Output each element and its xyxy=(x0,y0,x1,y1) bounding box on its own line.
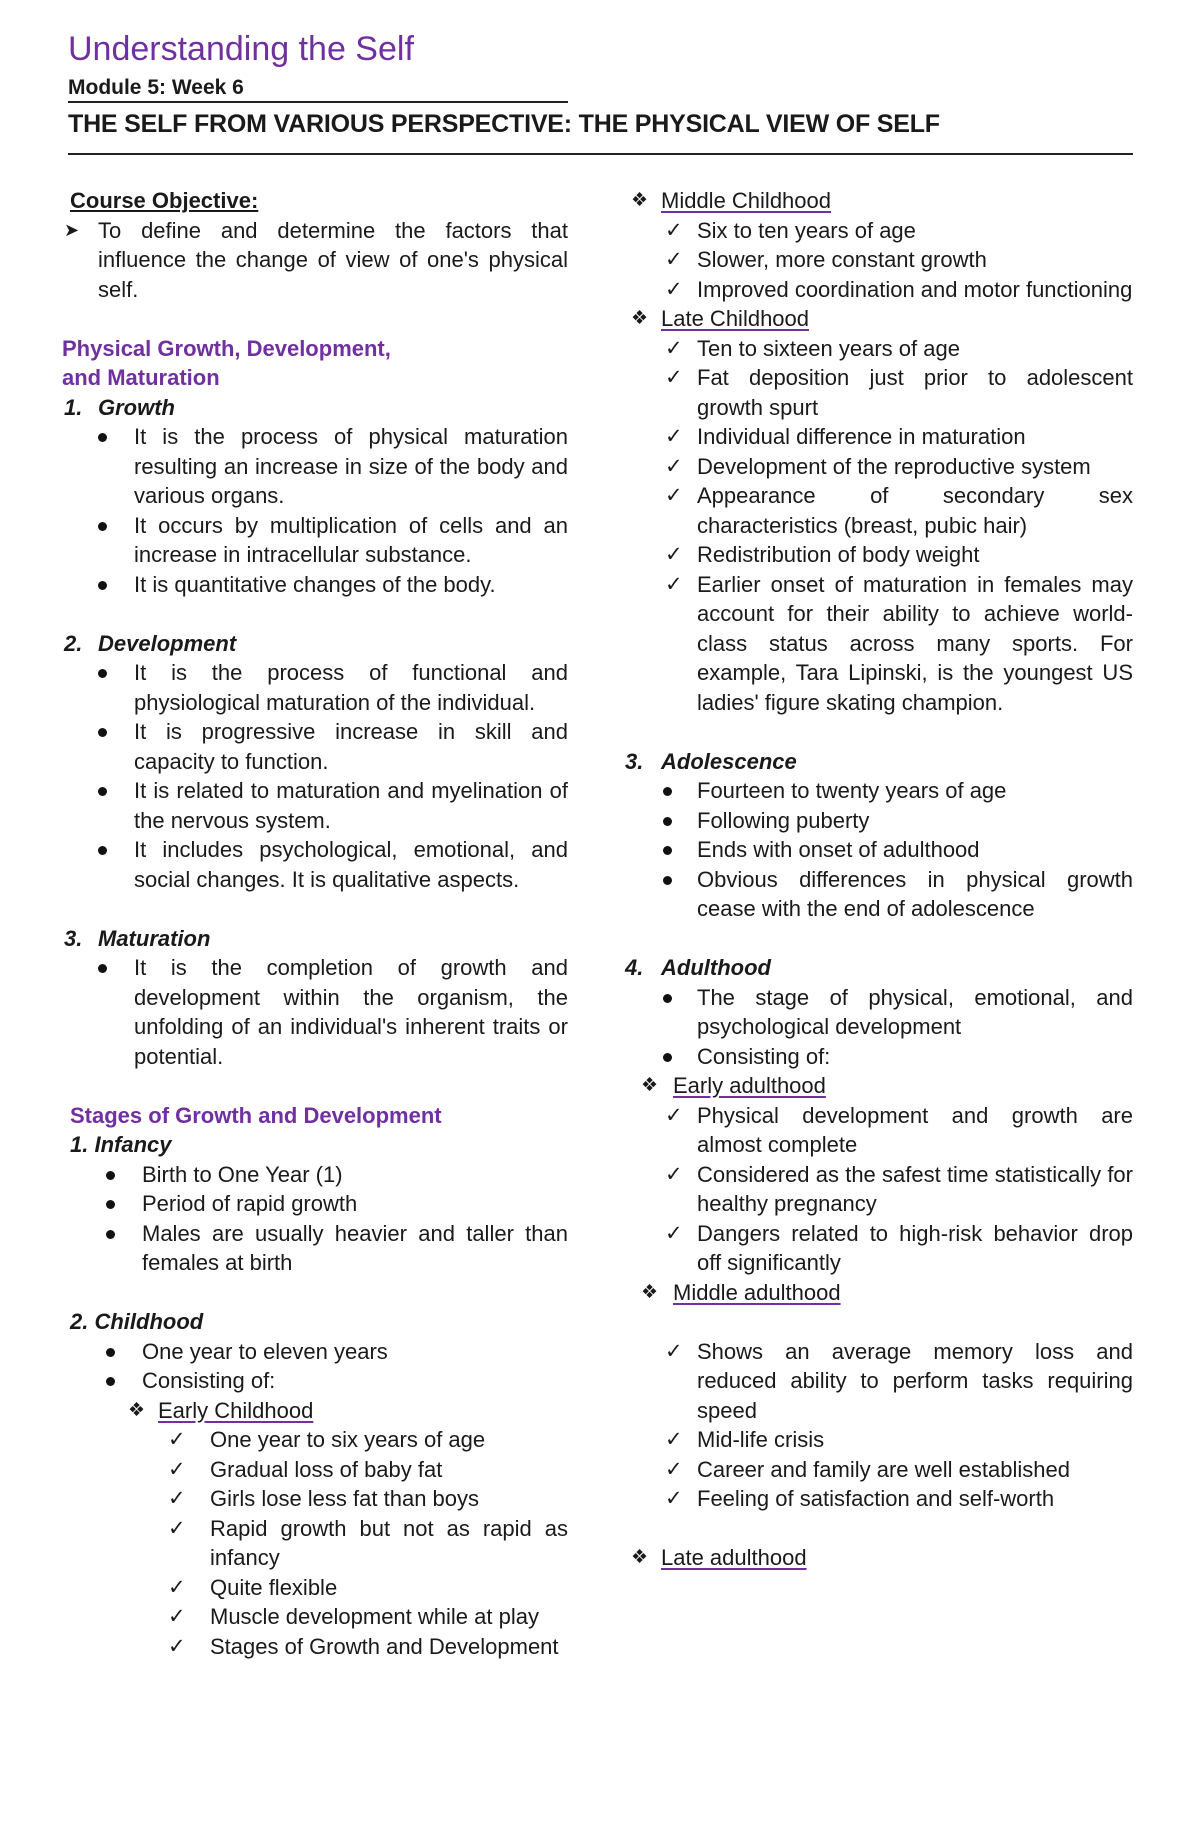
bullet-icon xyxy=(98,728,107,737)
check-icon: ✓ xyxy=(665,484,683,507)
check-item: ✓ Development of the reproductive system xyxy=(625,452,1133,482)
check-item: ✓ Improved coordination and motor functioning xyxy=(625,275,1133,305)
check-icon: ✓ xyxy=(665,277,683,301)
bullet-icon xyxy=(106,1200,115,1209)
bullet-icon xyxy=(98,787,107,796)
development-heading: 2. Development xyxy=(64,630,237,656)
list-item: Following puberty xyxy=(625,806,1133,836)
list-item: It occurs by multiplication of cells and an increase in intracellular substance. xyxy=(62,511,568,570)
list-item: Males are usually heavier and taller than females at birth xyxy=(62,1219,568,1278)
subheading-late-adulthood: ❖ Late adulthood xyxy=(625,1543,1133,1573)
right-column xyxy=(625,186,1133,1573)
check-item: ✓ Muscle development while at play xyxy=(62,1602,568,1632)
check-icon: ✓ xyxy=(168,1428,186,1451)
bullet-icon xyxy=(98,581,107,590)
maturation-heading: 3. Maturation xyxy=(64,925,211,951)
check-icon: ✓ xyxy=(168,1605,186,1628)
list-item: Consisting of: xyxy=(625,1042,1133,1072)
bullet-icon xyxy=(663,817,672,826)
check-icon: ✓ xyxy=(665,1428,683,1451)
arrow-bullet-icon: ➤ xyxy=(64,219,80,240)
check-icon: ✓ xyxy=(665,454,683,478)
check-icon: ✓ xyxy=(168,1457,186,1481)
list-item: Fourteen to twenty years of age xyxy=(625,776,1133,806)
check-item: ✓ Slower, more constant growth xyxy=(625,245,1133,275)
check-item: ✓ Stages of Growth and Development xyxy=(62,1632,568,1662)
check-icon: ✓ xyxy=(665,336,683,360)
bullet-icon xyxy=(106,1230,115,1239)
list-item: It is quantitative changes of the body. xyxy=(62,570,568,600)
diamond-bullet-icon: ❖ xyxy=(631,1547,649,1568)
diamond-bullet-icon: ❖ xyxy=(631,190,649,211)
check-item: ✓ Gradual loss of baby fat xyxy=(62,1455,568,1485)
bullet-icon xyxy=(98,433,107,442)
document-title: Understanding the Self xyxy=(68,30,414,68)
check-icon: ✓ xyxy=(665,1103,683,1127)
check-item: ✓ One year to six years of age xyxy=(62,1425,568,1455)
subheading-early-childhood: ❖ Early Childhood xyxy=(62,1396,568,1426)
check-item: ✓ Six to ten years of age xyxy=(625,216,1133,246)
check-icon: ✓ xyxy=(665,543,683,566)
section-title: Stages of Growth and Development xyxy=(70,1102,442,1128)
bullet-icon xyxy=(98,669,107,678)
subheading-middle-adulthood: ❖ Middle adulthood xyxy=(625,1278,1133,1308)
check-icon: ✓ xyxy=(665,572,683,596)
bullet-icon xyxy=(106,1377,115,1386)
bullet-icon xyxy=(98,964,107,973)
check-item: ✓ Ten to sixteen years of age xyxy=(625,334,1133,364)
diamond-bullet-icon: ❖ xyxy=(631,308,649,329)
left-column xyxy=(62,186,568,1661)
check-icon: ✓ xyxy=(665,1457,683,1481)
check-item: ✓ Feeling of satisfaction and self-worth xyxy=(625,1484,1133,1514)
check-icon: ✓ xyxy=(168,1575,186,1599)
list-item: It includes psychological, emotional, and social changes. It is qualitative aspects. xyxy=(62,835,568,894)
list-item: Obvious differences in physical growth cease with the end of adolescence xyxy=(625,865,1133,924)
heading-rule xyxy=(68,153,1133,155)
check-icon: ✓ xyxy=(168,1487,186,1510)
list-item: It is related to maturation and myelination of the nervous system. xyxy=(62,776,568,835)
check-icon: ✓ xyxy=(665,1487,683,1510)
list-item: Period of rapid growth xyxy=(62,1189,568,1219)
bullet-icon xyxy=(663,787,672,796)
check-icon: ✓ xyxy=(665,366,683,389)
check-item: ✓ Mid-life crisis xyxy=(625,1425,1133,1455)
check-icon: ✓ xyxy=(168,1634,186,1658)
bullet-icon xyxy=(663,1053,672,1062)
adolescence-heading: 3. Adolescence xyxy=(625,748,797,774)
bullet-icon xyxy=(98,846,107,855)
infancy-heading: 1. Infancy xyxy=(70,1132,172,1157)
bullet-icon xyxy=(106,1348,115,1357)
check-icon: ✓ xyxy=(665,1162,683,1186)
bullet-icon xyxy=(106,1171,115,1180)
list-item: Birth to One Year (1) xyxy=(62,1160,568,1190)
bullet-icon xyxy=(663,994,672,1003)
check-icon: ✓ xyxy=(665,1339,683,1363)
list-item: It is progressive increase in skill and capacity to function. xyxy=(62,717,568,776)
subheading-middle-childhood: ❖ Middle Childhood xyxy=(625,186,1133,216)
check-item: ✓ Fat deposition just prior to adolescent growth spurt xyxy=(665,365,1133,420)
subheading-late-childhood: ❖ Late Childhood xyxy=(625,304,1133,334)
check-icon: ✓ xyxy=(665,1221,683,1245)
check-item: ✓ Dangers related to high-risk behavior drop off significantly xyxy=(665,1220,1133,1275)
bullet-icon xyxy=(663,846,672,855)
check-item: ✓ Earlier onset of maturation in females may account for their ability to achieve world- class status across many sports. For example, Tara Lipinski, is the youngest US ladies' figure skating champion. xyxy=(665,571,1133,715)
subheading-early-adulthood: ❖ Early adulthood xyxy=(625,1071,1133,1101)
check-item: ✓ Individual difference in maturation xyxy=(625,422,1133,452)
list-item: One year to eleven years xyxy=(62,1337,568,1367)
check-icon: ✓ xyxy=(665,248,683,271)
page-heading: THE SELF FROM VARIOUS PERSPECTIVE: THE PHYSICAL VIEW OF SELF xyxy=(68,110,940,138)
check-item: ✓ Shows an average memory loss and reduced ability to perform tasks requiring speed xyxy=(665,1338,1133,1423)
check-item: ✓ Girls lose less fat than boys xyxy=(62,1484,568,1514)
adulthood-heading: 4. Adulthood xyxy=(625,955,771,980)
growth-heading: 1. Growth xyxy=(64,394,175,420)
list-item: Consisting of: xyxy=(62,1366,568,1396)
check-item: ✓ Rapid growth but not as rapid as infancy xyxy=(168,1515,568,1570)
list-item: It is the process of functional and physiological maturation of the individual. xyxy=(62,658,568,717)
check-icon: ✓ xyxy=(665,218,683,242)
diamond-bullet-icon: ❖ xyxy=(641,1075,659,1096)
childhood-heading: 2. Childhood xyxy=(70,1309,204,1334)
list-item: The stage of physical, emotional, and psychological development xyxy=(625,983,1133,1042)
check-item: ✓ Quite flexible xyxy=(62,1573,568,1603)
list-item: Ends with onset of adulthood xyxy=(625,835,1133,865)
diamond-bullet-icon: ❖ xyxy=(128,1399,146,1421)
check-item: ✓ Physical development and growth are almost complete xyxy=(665,1102,1133,1157)
section-title: Physical Growth, Development, and Maturation xyxy=(62,335,391,390)
bullet-icon xyxy=(98,522,107,531)
check-item: ✓ Considered as the safest time statistically for healthy pregnancy xyxy=(665,1161,1133,1216)
objective-item: ➤ To define and determine the factors that influence the change of view of one's physical self. xyxy=(64,217,568,302)
list-item: It is the completion of growth and development within the organism, the unfolding of an individual's inherent traits or potential. xyxy=(62,953,568,1071)
check-item: ✓ Appearance of secondary sex characteristics (breast, pubic hair) xyxy=(665,483,1133,538)
objective-title: Course Objective: xyxy=(70,188,259,213)
bullet-icon xyxy=(663,876,672,885)
check-icon: ✓ xyxy=(665,425,683,448)
module-label: Module 5: Week 6 xyxy=(68,76,568,103)
diamond-bullet-icon: ❖ xyxy=(641,1281,659,1303)
list-item: It is the process of physical maturation resulting an increase in size of the body and various organs. xyxy=(62,422,568,511)
check-icon: ✓ xyxy=(168,1516,186,1540)
check-item: ✓ Redistribution of body weight xyxy=(625,540,1133,570)
check-item: ✓ Career and family are well established xyxy=(625,1455,1133,1485)
